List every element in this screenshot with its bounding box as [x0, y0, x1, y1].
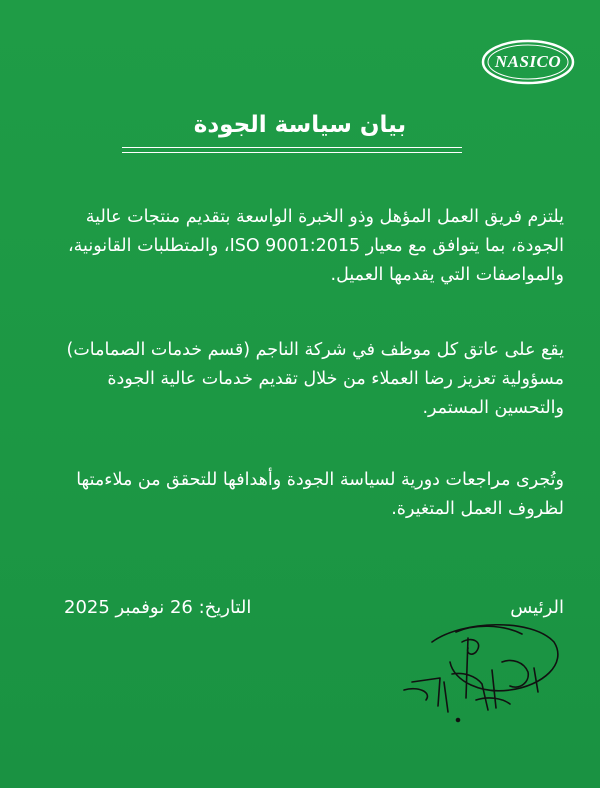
paragraph-review: وتُجرى مراجعات دورية لسياسة الجودة وأهدافها للتحقق من ملاءمتها لظروف العمل المتغيرة.	[76, 470, 564, 519]
handwritten-signature	[392, 612, 562, 724]
nasico-logo	[480, 38, 576, 86]
paragraph-responsibility: يقع على عاتق كل موظف في شركة الناجم (قسم خدمات الصمامات) مسؤولية تعزيز رضا العملاء من خلال تقديم خدمات عالية الجودة والتحسين المستمر.	[66, 340, 564, 418]
president-label: الرئيس	[510, 597, 564, 618]
paragraph-commitment: يلتزم فريق العمل المؤهل وذو الخبرة الواسعة بتقديم منتجات عالية الجودة، بما يتوافق مع معيار ISO 9001:2015، والمتطلبات القانونية، والمواصفات التي يقدمها العميل.	[68, 207, 564, 285]
date-line: التاريخ: 26 نوفمبر 2025	[64, 597, 252, 618]
title-underline-top	[122, 147, 462, 148]
logo-text: NASICO	[494, 52, 562, 71]
signature-icon	[392, 612, 562, 724]
title-underline-bottom	[122, 152, 462, 153]
document-title: بيان سياسة الجودة	[193, 112, 407, 138]
